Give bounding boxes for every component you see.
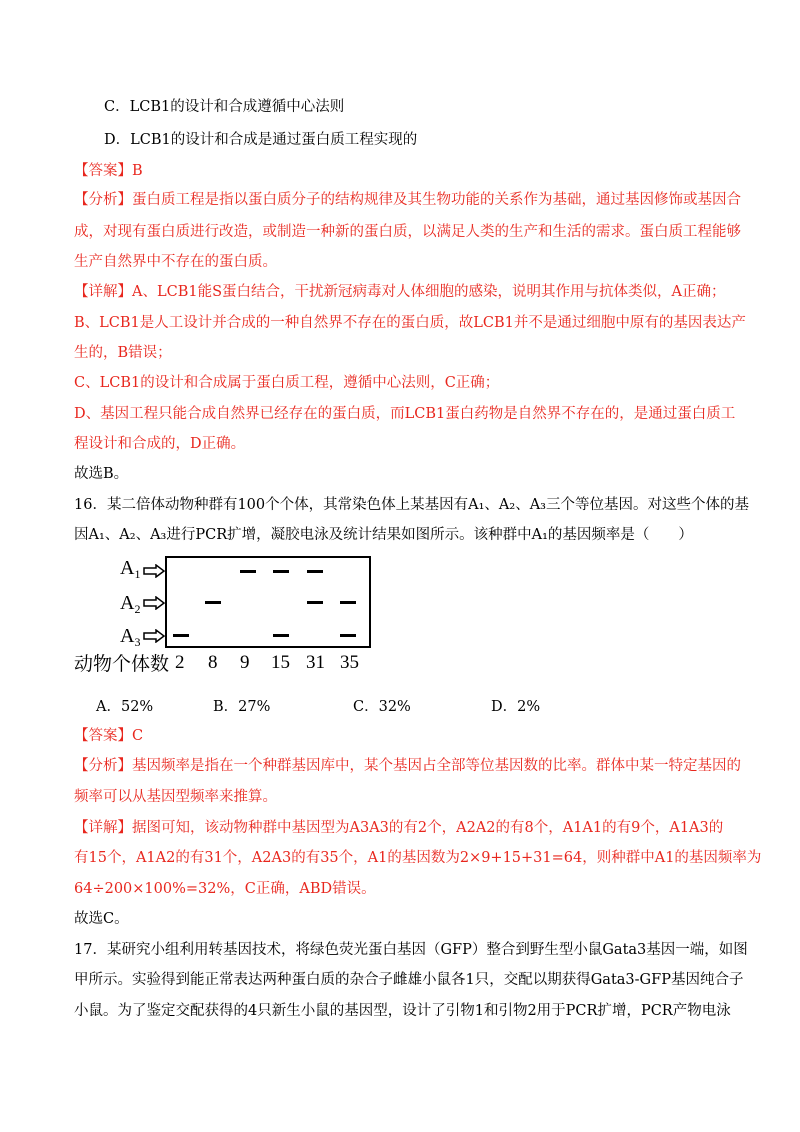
gel-band-a1 [273, 570, 289, 573]
detail-15-line3: 生的，B错误； [74, 345, 172, 361]
conclusion-16: 故选C。 [74, 911, 129, 927]
gel-band-a2 [205, 601, 221, 604]
conclusion-15: 故选B。 [74, 466, 129, 482]
gel-band-a1 [307, 570, 323, 573]
question-17-line3: 小鼠。为了鉴定交配获得的4只新生小鼠的基因型，设计了引物1和引物2用于PCR扩增，PCR产物电泳 [74, 1003, 731, 1019]
arrow-icon [143, 596, 165, 610]
count-label: 15 [271, 652, 290, 673]
analysis-16-line2: 频率可以从基因型频率来推算。 [74, 789, 277, 805]
gel-band-a3 [173, 634, 189, 637]
option-16-c: C．32% [353, 699, 411, 715]
count-label: 31 [306, 652, 325, 673]
count-label: 8 [208, 652, 218, 673]
detail-16-line1: 【详解】据图可知，该动物种群中基因型为A3A3的有2个，A2A2的有8个，A1A1的有9个，A1A3的 [74, 820, 724, 836]
gel-band-a2 [340, 601, 356, 604]
detail-15-line6: 程设计和合成的，D正确。 [74, 436, 246, 452]
option-16-a: A．52% [96, 699, 154, 715]
detail-15-line5: D、基因工程只能合成自然界已经存在的蛋白质，而LCB1蛋白药物是自然界不存在的，是通过蛋白质工 [74, 406, 736, 422]
arrow-icon [143, 564, 165, 578]
count-label: 2 [175, 652, 185, 673]
analysis-15-line3: 生产自然界中不存在的蛋白质。 [74, 254, 277, 270]
question-16-line2: 因A₁、A₂、A₃进行PCR扩增，凝胶电泳及统计结果如图所示。该种群中A₁的基因频率是（ ） [74, 527, 693, 543]
gel-row-label-a2: $A_2$ [120, 592, 141, 616]
gel-row-label-a3: $A_3$ [120, 625, 141, 649]
question-16-line1: 16．某二倍体动物种群有100个个体，其常染色体上某基因有A₁、A₂、A₃三个等位基因。对这些个体的基 [74, 497, 749, 513]
analysis-15-line1: 【分析】蛋白质工程是指以蛋白质分子的结构规律及其生物功能的关系作为基础，通过基因修饰或基因合 [74, 192, 741, 208]
analysis-15-line2: 成，对现有蛋白质进行改造，或制造一种新的蛋白质，以满足人类的生产和生活的需求。蛋白质工程能够 [74, 224, 741, 240]
gel-row-label-a1: $A_1$ [120, 557, 141, 581]
option-16-b: B．27% [213, 699, 271, 715]
detail-15-line1: 【详解】A、LCB1能S蛋白结合，干扰新冠病毒对人体细胞的感染，说明其作用与抗体类似，A正确； [74, 284, 726, 300]
option-16-d: D．2% [491, 699, 541, 715]
count-label: 9 [240, 652, 250, 673]
question-17-line2: 甲所示。实验得到能正常表达两种蛋白质的杂合子雌雄小鼠各1只，交配以期获得Gata3-GFP基因纯合子 [74, 972, 744, 988]
gel-band-a3 [340, 634, 356, 637]
gel-band-a1 [240, 570, 256, 573]
option-c: C．LCB1的设计和合成遵循中心法则 [104, 99, 345, 115]
answer-16: 【答案】C [74, 728, 144, 744]
detail-16-line3: 64÷200×100%=32%，C正确，ABD错误。 [74, 881, 376, 897]
analysis-16-line1: 【分析】基因频率是指在一个种群基因库中，某个基因占全部等位基因数的比率。群体中某一特定基因的 [74, 758, 741, 774]
arrow-icon [143, 629, 165, 643]
answer-15: 【答案】B [74, 163, 143, 179]
question-17-line1: 17．某研究小组利用转基因技术，将绿色荧光蛋白基因（GFP）整合到野生型小鼠Gata3基因一端，如图 [74, 942, 748, 958]
detail-15-line2: B、LCB1是人工设计并合成的一种自然界不存在的蛋白质，故LCB1并不是通过细胞中原有的基因表达产 [74, 315, 746, 331]
gel-band-a3 [273, 634, 289, 637]
detail-16-line2: 有15个，A1A2的有31个，A2A3的有35个，A1的基因数为2×9+15+31=64，则种群中A1的基因频率为 [74, 850, 762, 866]
option-d: D．LCB1的设计和合成是通过蛋白质工程实现的 [104, 132, 418, 148]
detail-15-line4: C、LCB1的设计和合成属于蛋白质工程，遵循中心法则，C正确； [74, 375, 500, 391]
gel-band-a2 [307, 601, 323, 604]
count-label: 35 [340, 652, 359, 673]
x-axis-title: 动物个体数 [74, 653, 170, 675]
